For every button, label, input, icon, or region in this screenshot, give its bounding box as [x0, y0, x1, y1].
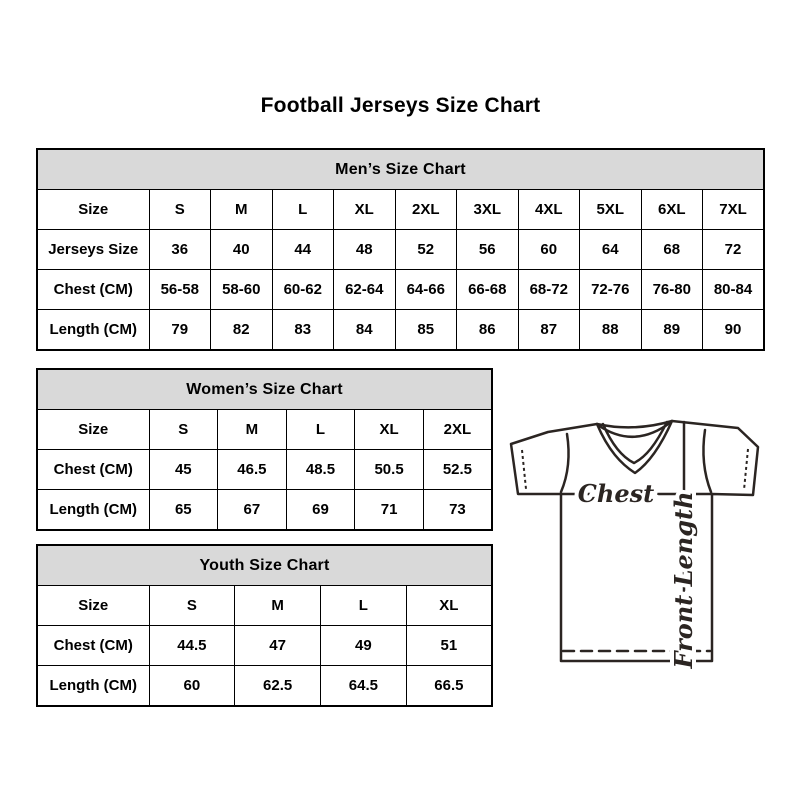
- jersey-measurement-diagram: [498, 400, 783, 680]
- row-label: Chest (CM): [37, 270, 149, 310]
- cell-value: 76-80: [641, 270, 703, 310]
- cell-value: 52: [395, 230, 457, 270]
- cell-value: 80-84: [703, 270, 765, 310]
- table-row: [37, 310, 764, 351]
- row-label: Length (CM): [37, 666, 149, 707]
- cell-value: 68-72: [518, 270, 580, 310]
- table-row: [37, 450, 492, 490]
- right-armhole-seam: [703, 430, 711, 492]
- row-label: Length (CM): [37, 310, 149, 351]
- cell-value: 60-62: [272, 270, 334, 310]
- chest-label: Chest: [577, 479, 655, 508]
- jersey-outline: [511, 421, 758, 661]
- cell-value: S: [149, 586, 235, 626]
- cell-value: 56: [457, 230, 519, 270]
- womens-size-table: [36, 368, 493, 531]
- cell-value: 7XL: [703, 190, 765, 230]
- collar-top-edge: [597, 421, 672, 427]
- cell-value: 65: [149, 490, 218, 531]
- row-label: Size: [37, 586, 149, 626]
- cell-value: 69: [286, 490, 355, 531]
- cell-value: M: [211, 190, 273, 230]
- cell-value: 66-68: [457, 270, 519, 310]
- cell-value: 48.5: [286, 450, 355, 490]
- youth-table-title: Youth Size Chart: [37, 545, 492, 586]
- row-label: Size: [37, 410, 149, 450]
- cell-value: XL: [334, 190, 396, 230]
- cell-value: 46.5: [218, 450, 287, 490]
- left-cuff-stitch-line: [522, 450, 526, 489]
- cell-value: 50.5: [355, 450, 424, 490]
- cell-value: 44.5: [149, 626, 235, 666]
- table-row: [37, 666, 492, 707]
- youth-size-table: [36, 544, 493, 707]
- cell-value: 40: [211, 230, 273, 270]
- cell-value: 45: [149, 450, 218, 490]
- table-row: [37, 490, 492, 531]
- mens-table-title: Men’s Size Chart: [37, 149, 764, 190]
- cell-value: 44: [272, 230, 334, 270]
- cell-value: 71: [355, 490, 424, 531]
- cell-value: 67: [218, 490, 287, 531]
- page-title: Football Jerseys Size Chart: [260, 94, 541, 117]
- cell-value: 56-58: [149, 270, 211, 310]
- cell-value: 72-76: [580, 270, 642, 310]
- cell-value: 64: [580, 230, 642, 270]
- cell-value: 60: [149, 666, 235, 707]
- cell-value: 88: [580, 310, 642, 351]
- cell-value: 87: [518, 310, 580, 351]
- cell-value: 86: [457, 310, 519, 351]
- womens-table-title: Women’s Size Chart: [37, 369, 492, 410]
- table-row: [37, 626, 492, 666]
- row-label: Jerseys Size: [37, 230, 149, 270]
- cell-value: L: [321, 586, 407, 626]
- cell-value: 83: [272, 310, 334, 351]
- cell-value: S: [149, 410, 218, 450]
- front-length-label: Front Length: [669, 491, 698, 669]
- cell-value: XL: [406, 586, 492, 626]
- cell-value: 82: [211, 310, 273, 351]
- table-row: [37, 410, 492, 450]
- cell-value: 51: [406, 626, 492, 666]
- table-row: [37, 230, 764, 270]
- cell-value: 89: [641, 310, 703, 351]
- cell-value: 73: [423, 490, 492, 531]
- cell-value: 49: [321, 626, 407, 666]
- table-row: [37, 270, 764, 310]
- table-row: [37, 586, 492, 626]
- row-label: Chest (CM): [37, 626, 149, 666]
- cell-value: 85: [395, 310, 457, 351]
- left-armhole-seam: [561, 434, 569, 492]
- cell-value: S: [149, 190, 211, 230]
- cell-value: 68: [641, 230, 703, 270]
- row-label: Chest (CM): [37, 450, 149, 490]
- cell-value: 72: [703, 230, 765, 270]
- cell-value: 60: [518, 230, 580, 270]
- cell-value: 84: [334, 310, 396, 351]
- table-row: [37, 190, 764, 230]
- cell-value: 62-64: [334, 270, 396, 310]
- cell-value: 2XL: [423, 410, 492, 450]
- mens-size-table: [36, 148, 765, 351]
- cell-value: 2XL: [395, 190, 457, 230]
- cell-value: 79: [149, 310, 211, 351]
- row-label: Length (CM): [37, 490, 149, 531]
- cell-value: M: [218, 410, 287, 450]
- cell-value: XL: [355, 410, 424, 450]
- cell-value: 3XL: [457, 190, 519, 230]
- cell-value: 5XL: [580, 190, 642, 230]
- cell-value: M: [235, 586, 321, 626]
- cell-value: 58-60: [211, 270, 273, 310]
- cell-value: 47: [235, 626, 321, 666]
- cell-value: L: [272, 190, 334, 230]
- row-label: Size: [37, 190, 149, 230]
- cell-value: 66.5: [406, 666, 492, 707]
- cell-value: L: [286, 410, 355, 450]
- cell-value: 90: [703, 310, 765, 351]
- cell-value: 48: [334, 230, 396, 270]
- cell-value: 52.5: [423, 450, 492, 490]
- cell-value: 64-66: [395, 270, 457, 310]
- cell-value: 6XL: [641, 190, 703, 230]
- right-cuff-stitch-line: [744, 449, 748, 490]
- cell-value: 36: [149, 230, 211, 270]
- cell-value: 4XL: [518, 190, 580, 230]
- cell-value: 62.5: [235, 666, 321, 707]
- cell-value: 64.5: [321, 666, 407, 707]
